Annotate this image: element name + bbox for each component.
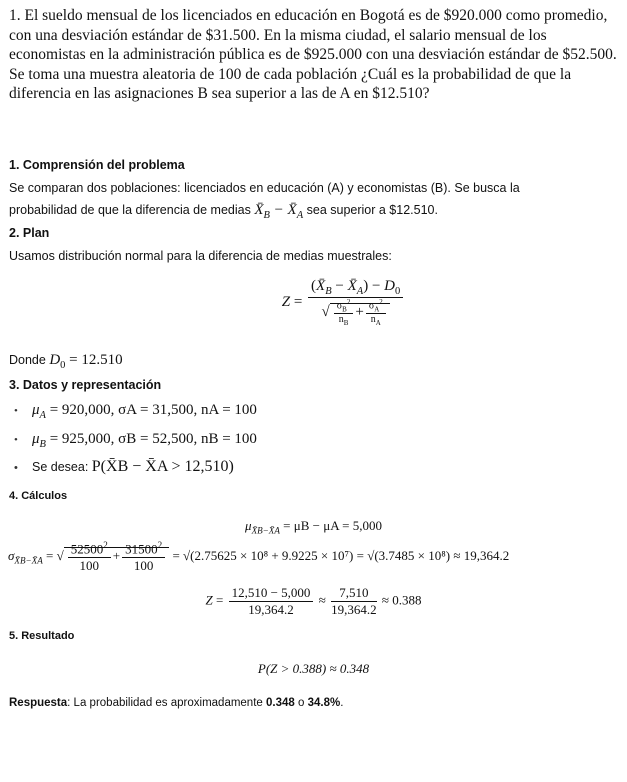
text: Se desea: — [32, 460, 89, 474]
answer-label: Respuesta — [9, 697, 68, 709]
text: 19,364.2 — [331, 602, 377, 617]
text: 12,510 − 5,000 — [229, 585, 314, 602]
text: : La probabilidad es aproximadamente — [67, 697, 266, 709]
question-text: 1. El sueldo mensual de los licenciados en educación en Bogotá es de $920.000 como promedio, con una desviación estándar de $31.500. En la misma ciudad, el salario mensual de los economistas en la administración pública es de $925.000 con una desviación estándar de $52.500. Se toma una muestra aleatoria de 100 de cada población ¿Cuál es la probabilidad de que la diferencia en las asignaciones B sea superior a las de A en $12.510? — [9, 7, 617, 102]
bullet-desired — [32, 456, 627, 478]
text: Donde — [9, 353, 46, 367]
section-4-heading: 4. Cálculos — [9, 490, 68, 502]
text: o — [294, 697, 308, 709]
text: 7,510 — [331, 585, 377, 602]
answer — [9, 692, 627, 714]
result-math: P(Z > 0.388) ≈ 0.348 — [257, 661, 370, 676]
text: ≈ 0.388 — [381, 592, 422, 608]
text: Se comparan dos poblaciones: licenciados en educación (A) y economistas (B). Se busca la — [9, 181, 520, 195]
text: = √(2.75625 × 10⁸ + 9.9225 × 10⁷) = √(3.7485 × 10⁸) ≈ 19,364.2 — [172, 548, 510, 564]
value: 34.8% — [307, 697, 341, 709]
sigma-line: $\sigma_{X̄B-X̄A}$ = √ $\frac{52500^2}{100}$ + $\frac{31500^2}{100}$ = √(2.75625 × 10⁸ + 9.9225 × 10⁷) = √(3.7485 × 10⁸) ≈ 19,364.2 — [8, 540, 510, 574]
donde-line: Donde $D_0 = 12.510$ — [9, 352, 123, 371]
text: = μB − μA = 5,000 — [283, 518, 382, 533]
section-2-text: Usamos distribución normal para la diferencia de medias muestrales: — [9, 249, 392, 263]
section-5-heading: 5. Resultado — [9, 630, 75, 642]
section-3-heading: 3. Datos y representación — [9, 378, 162, 392]
z-formula: Z = ($X̄_B$ − $X̄_A) - D_0$ √ $\frac{\sigma_B^2}{n_B}$ + $\frac{\sigma_A^2}{n_A}$ — [60, 278, 627, 327]
math: $X̄_B$ − $X̄_A$ — [254, 202, 304, 221]
text: sea superior a $12.510. — [306, 203, 438, 217]
section-2-heading: 2. Plan — [9, 226, 50, 240]
text: 19,364.2 — [248, 602, 294, 617]
text: = 12.510 — [69, 352, 123, 368]
section-1-text — [9, 177, 627, 227]
bullet-a: • $\mu_A = 920,000$, σA = 31,500, nA = 100 — [32, 399, 627, 427]
value: 0.348 — [266, 697, 295, 709]
z-calc: Z = $\frac{12,510 - 5,000}{19,364.2}$ ≈ $\frac{7,510}{19,364.2}$ ≈ 0.388 — [205, 585, 422, 617]
text: probabilidad de que la diferencia de medias — [9, 203, 251, 217]
bullet-b: • $\mu_B = 925,000$, σB = 52,500, nB = 100 — [32, 428, 627, 456]
text: . — [340, 697, 344, 709]
section-1-heading: 1. Comprensión del problema — [9, 158, 185, 172]
math: P(X̄B − X̄A > 12,510) — [91, 458, 234, 475]
text: = 925,000, σB = 52,500, nB = 100 — [49, 431, 257, 447]
text: = 920,000, σA = 31,500, nA = 100 — [49, 402, 257, 418]
mu-line: $\mu_{X̄B-X̄A} = \mu B - \mu A = 5,000$ — [245, 518, 382, 536]
